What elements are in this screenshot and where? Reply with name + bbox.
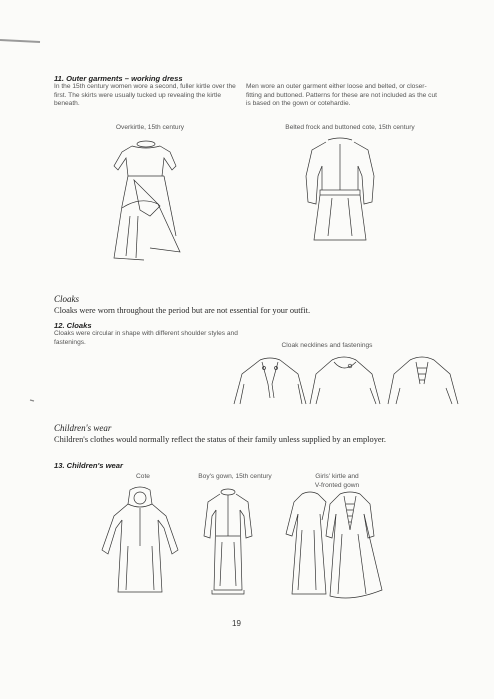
boys-gown-caption: Boy's gown, 15th century [198,473,272,480]
page-number: 19 [232,619,241,628]
cote-illustration [100,486,180,596]
section-11-left-text: In the 15th century women wore a second, fuller kirtle over the first. The skirts were usually tucked up revealing the kirtle beneath. [54,83,236,108]
cloaks-text: Cloaks were worn throughout the period but are not essential for your outfit. [54,306,311,315]
overkirtle-caption: Overkirtle, 15th century [115,124,185,131]
cloak-necklines-illustration [232,354,462,414]
cloaks-heading: Cloaks [54,294,80,304]
boys-gown-illustration [198,486,258,596]
girls-kirtle-illustration [282,490,392,600]
belted-frock-illustration [302,136,382,256]
belted-frock-caption: Belted frock and buttoned cote, 15th century [285,124,415,131]
childrens-wear-text: Children's clothes would normally reflect the status of their family unless supplied by an employer. [54,435,387,444]
section-11-heading: 11. Outer garments – working dress [54,74,183,83]
section-11-right-text: Men wore an outer garment either loose and belted, or closer-fitting and buttoned. Patterns for these are not included as the cut is based on the gown or cotehardie. [246,83,437,108]
girls-kirtle-caption-line1: Girls' kirtle and [315,473,359,480]
section-13-heading: 13. Children's wear [54,461,123,470]
cote-caption: Cote [136,473,150,480]
girls-kirtle-caption-line2: V-fronted gown [314,482,360,489]
section-12-heading: 12. Cloaks [54,321,92,330]
childrens-wear-heading: Children's wear [54,423,112,433]
overkirtle-illustration [110,136,190,266]
cloak-necklines-caption: Cloak necklines and fastenings [281,342,373,349]
section-12-text: Cloaks were circular in shape with different shoulder styles and fastenings. [54,330,238,346]
